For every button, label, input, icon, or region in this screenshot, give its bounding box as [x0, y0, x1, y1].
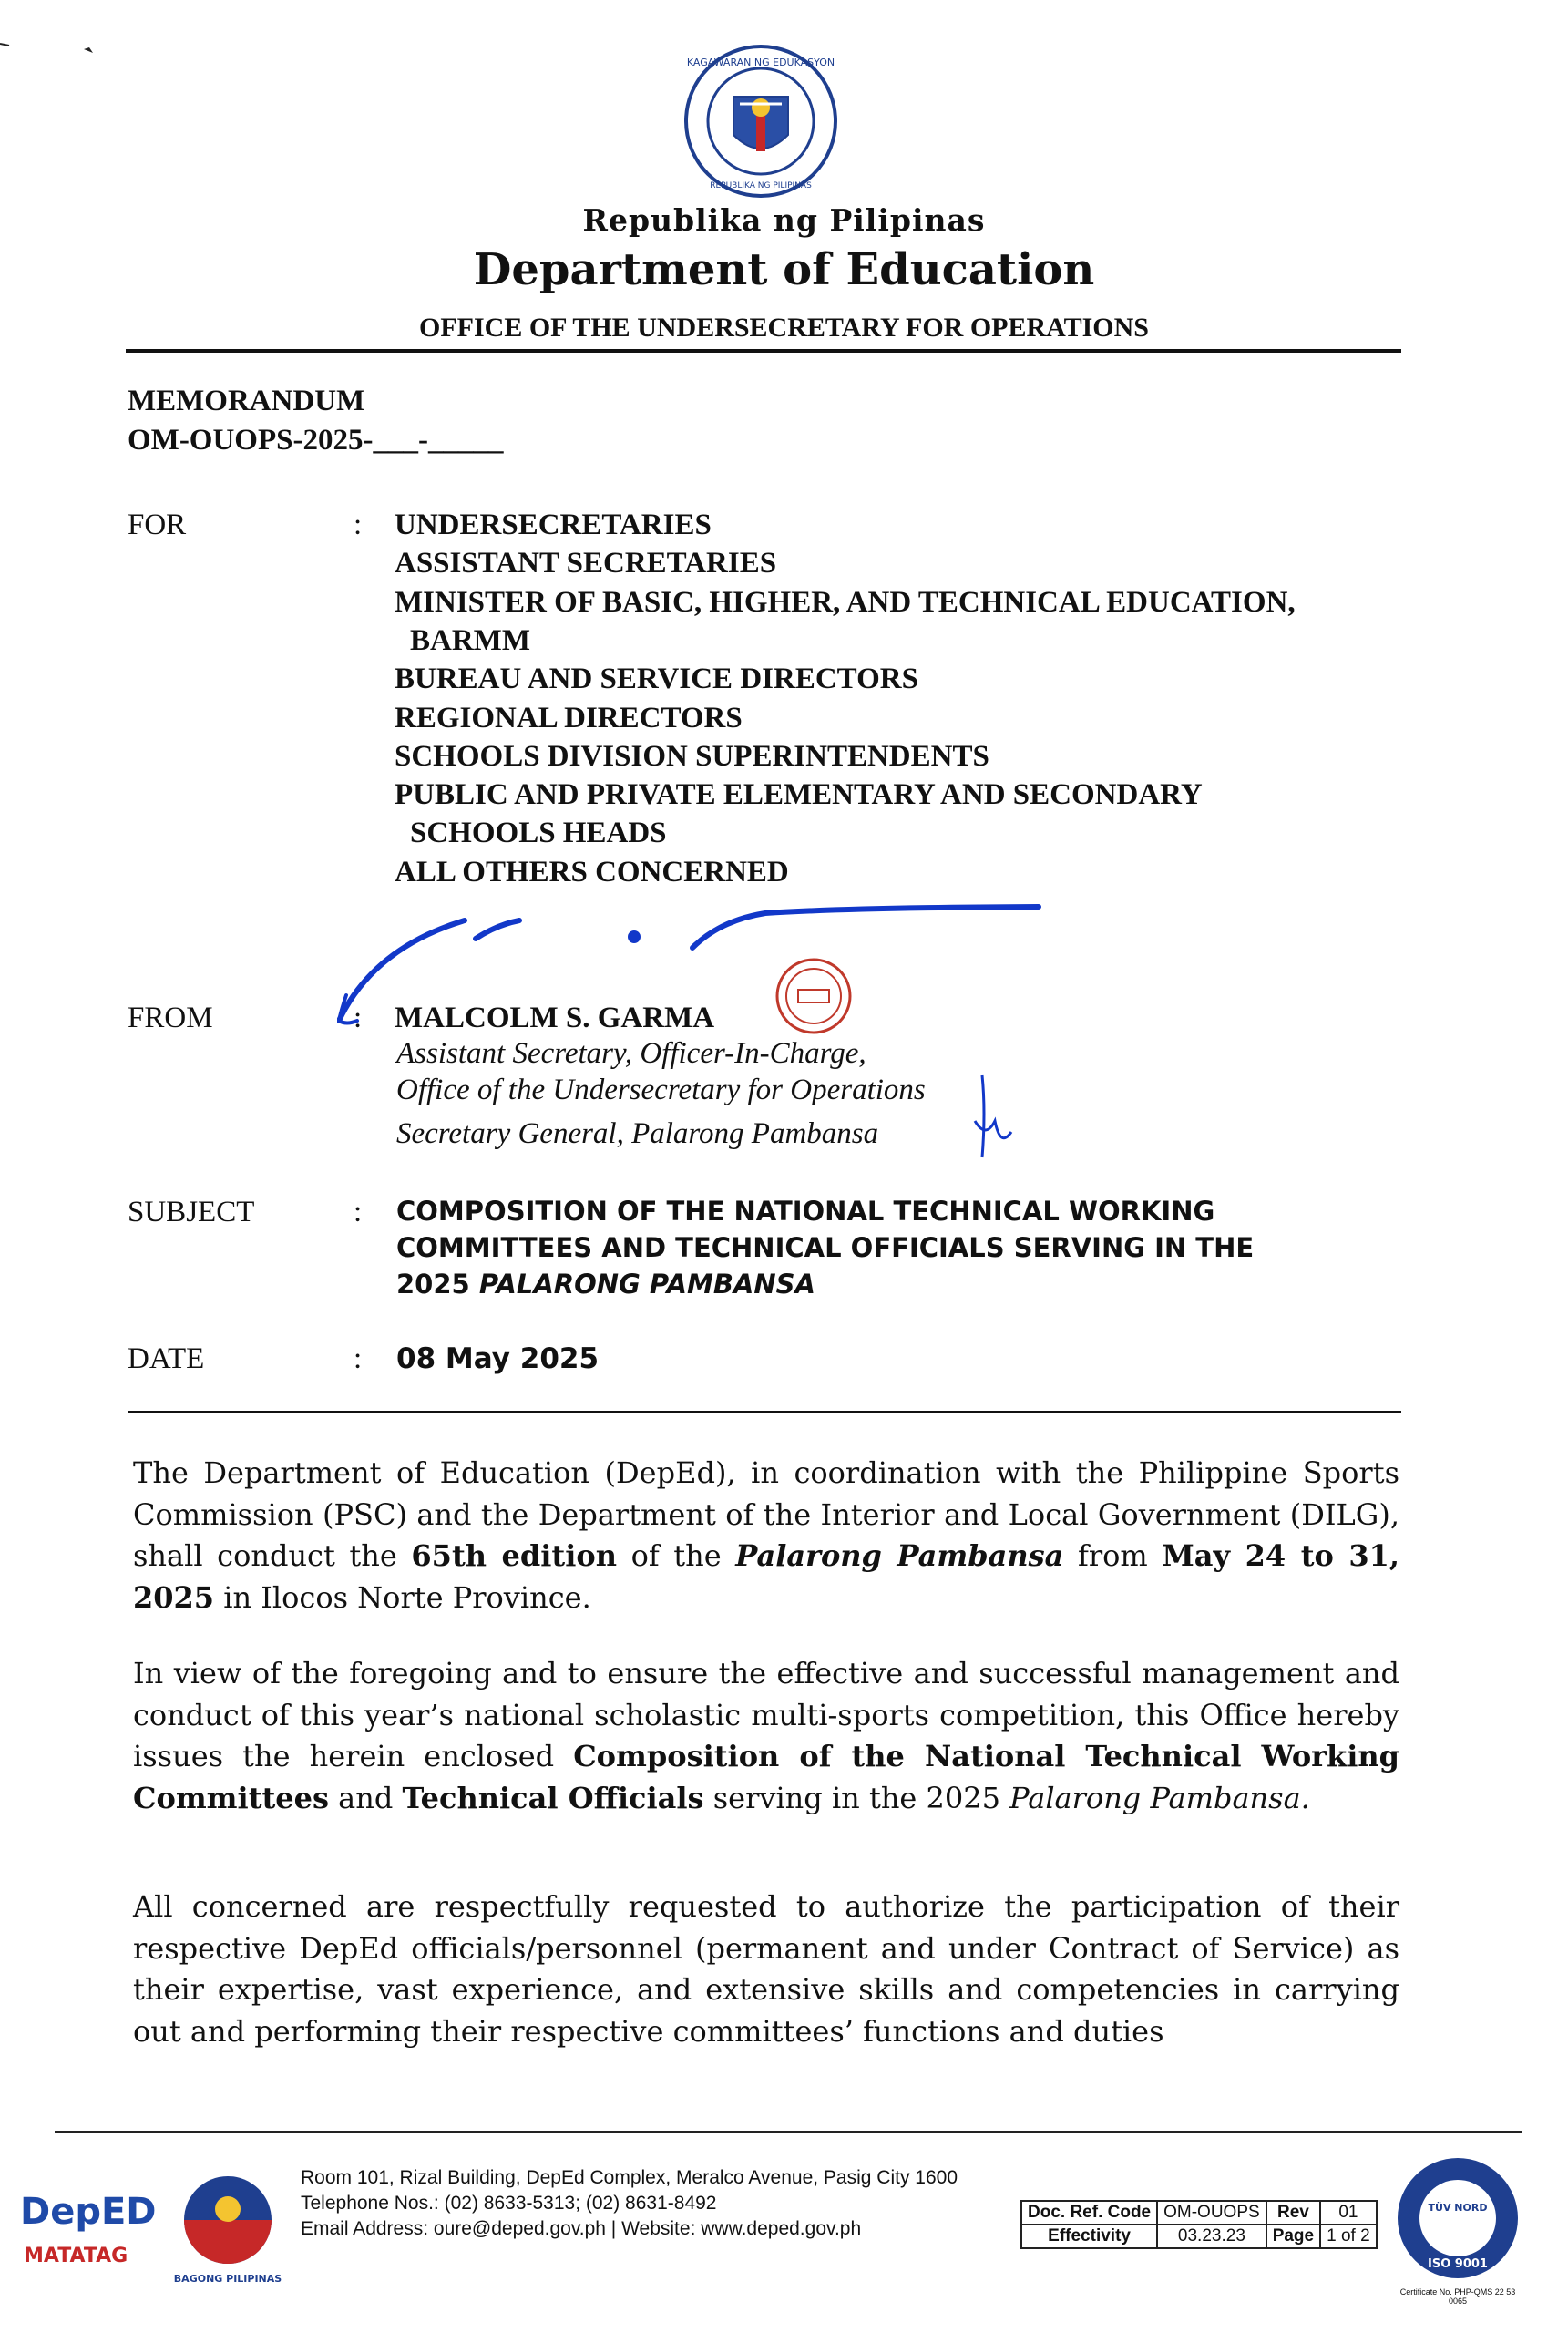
rev-value: 01: [1320, 2201, 1377, 2225]
deped-matatag-logo: [20, 2178, 157, 2278]
doc-ref-label: Doc. Ref. Code: [1021, 2201, 1157, 2225]
recipient-line: UNDERSECRETARIES: [395, 509, 712, 541]
footer-divider: [55, 2131, 1522, 2133]
effectivity-label: Effectivity: [1021, 2225, 1157, 2248]
date-label: DATE: [128, 1342, 205, 1375]
subject-event: PALARONG PAMBANSA: [478, 1269, 815, 1300]
bagong-pilipinas-logo: [171, 2167, 285, 2287]
svg-text:BAGONG PILIPINAS: BAGONG PILIPINAS: [173, 2273, 282, 2285]
doc-ref-value: OM-OUOPS: [1157, 2201, 1266, 2225]
recipient-line: BUREAU AND SERVICE DIRECTORS: [395, 663, 918, 695]
svg-text:MATATAG: MATATAG: [24, 2245, 128, 2267]
body-paragraph-2: In view of the foregoing and to ensure the effective and successful management and conduct of this year’s national scholastic multi-sports competition, this Office hereby issues the herein enclosed Composition of the National Technical Working Committees and Technical Officials serving in the 2025 Palarong Pambansa.: [133, 1656, 1400, 1815]
effectivity-value: 03.23.23: [1157, 2225, 1266, 2248]
recipient-line: REGIONAL DIRECTORS: [395, 702, 743, 735]
body-paragraph-1: The Department of Education (DepEd), in coordination with the Philippine Sports Commission (PSC) and the Department of the Interior and Local Government (DILG), shall conduct the 65th edition of the Palarong Pambansa from May 24 to 31, 2025 in Ilocos Norte Province.: [133, 1455, 1400, 1615]
seal-bottom-text: REPUBLIKA NG PILIPINAS: [710, 181, 812, 190]
sender-title: Office of the Undersecretary for Operations: [396, 1074, 926, 1106]
subject-year: 2025: [396, 1269, 479, 1300]
recipient-line: ALL OTHERS CONCERNED: [395, 856, 789, 889]
recipient-line: SCHOOLS HEADS: [410, 817, 667, 849]
footer-email-website: Email Address: oure@deped.gov.ph | Website: www.deped.gov.ph: [301, 2218, 862, 2239]
recipient-line: PUBLIC AND PRIVATE ELEMENTARY AND SECONDARY: [395, 778, 1203, 811]
svg-text:TÜV NORD: TÜV NORD: [1428, 2202, 1488, 2214]
sender-title: Assistant Secretary, Officer-In-Charge,: [396, 1037, 866, 1070]
recipient-line: ASSISTANT SECRETARIES: [395, 547, 777, 580]
memo-title: MEMORANDUM: [128, 385, 365, 417]
seal-top-text: KAGAWARAN NG EDUKASYON: [686, 57, 835, 68]
recipient-line: BARMM: [410, 624, 530, 657]
memo-date: 08 May 2025: [396, 1342, 600, 1375]
certificate-number: Certificate No. PHP-QMS 22 53 0065: [1399, 2287, 1516, 2306]
deped-seal-icon: [683, 44, 838, 199]
svg-text:DepED: DepED: [20, 2191, 157, 2233]
footer-address: Room 101, Rizal Building, DepEd Complex, Meralco Avenue, Pasig City 1600: [301, 2167, 958, 2188]
from-label: FROM: [128, 1002, 213, 1034]
from-colon: :: [354, 1002, 363, 1034]
for-label: FOR: [128, 509, 187, 541]
dry-seal-stamp: [774, 957, 853, 1035]
body-divider: [128, 1411, 1401, 1413]
department-heading: Department of Education: [473, 244, 1095, 295]
sender-name: MALCOLM S. GARMA: [395, 1002, 715, 1034]
iso-certification-logo: [1394, 2154, 1522, 2282]
subject-line: [396, 1269, 815, 1300]
memo-number: OM-OUOPS-2025-___-_____: [128, 424, 504, 457]
document-control-table: [1020, 2200, 1378, 2249]
subject-colon: :: [354, 1196, 363, 1228]
subject-line: COMMITTEES AND TECHNICAL OFFICIALS SERVING IN THE: [396, 1232, 1255, 1263]
republic-heading: Republika ng Pilipinas: [582, 202, 986, 238]
subject-label: SUBJECT: [128, 1196, 255, 1228]
footer-telephone: Telephone Nos.: (02) 8633-5313; (02) 8631-8492: [301, 2193, 717, 2214]
recipient-line: SCHOOLS DIVISION SUPERINTENDENTS: [395, 740, 989, 773]
page-value: 1 of 2: [1320, 2225, 1377, 2248]
scan-mark: [0, 36, 109, 73]
recipient-line: MINISTER OF BASIC, HIGHER, AND TECHNICAL EDUCATION,: [395, 586, 1296, 619]
subject-line: COMPOSITION OF THE NATIONAL TECHNICAL WORKING: [396, 1196, 1215, 1227]
office-heading: OFFICE OF THE UNDERSECRETARY FOR OPERATIONS: [419, 313, 1149, 343]
date-colon: :: [354, 1342, 363, 1375]
for-colon: :: [354, 509, 363, 541]
sender-title: Secretary General, Palarong Pambansa: [396, 1117, 879, 1150]
header-divider: [126, 349, 1401, 353]
svg-text:ISO 9001: ISO 9001: [1428, 2257, 1488, 2271]
body-paragraph-3: All concerned are respectfully requested to authorize the participation of their respective DepEd officials/personnel (permanent and under Contract of Service) as their expertise, vast experience, and extensive skills and competencies in carrying out and performing their respective committees’ functions and duties: [133, 1889, 1399, 2049]
rev-label: Rev: [1266, 2201, 1320, 2225]
page-label: Page: [1266, 2225, 1320, 2248]
